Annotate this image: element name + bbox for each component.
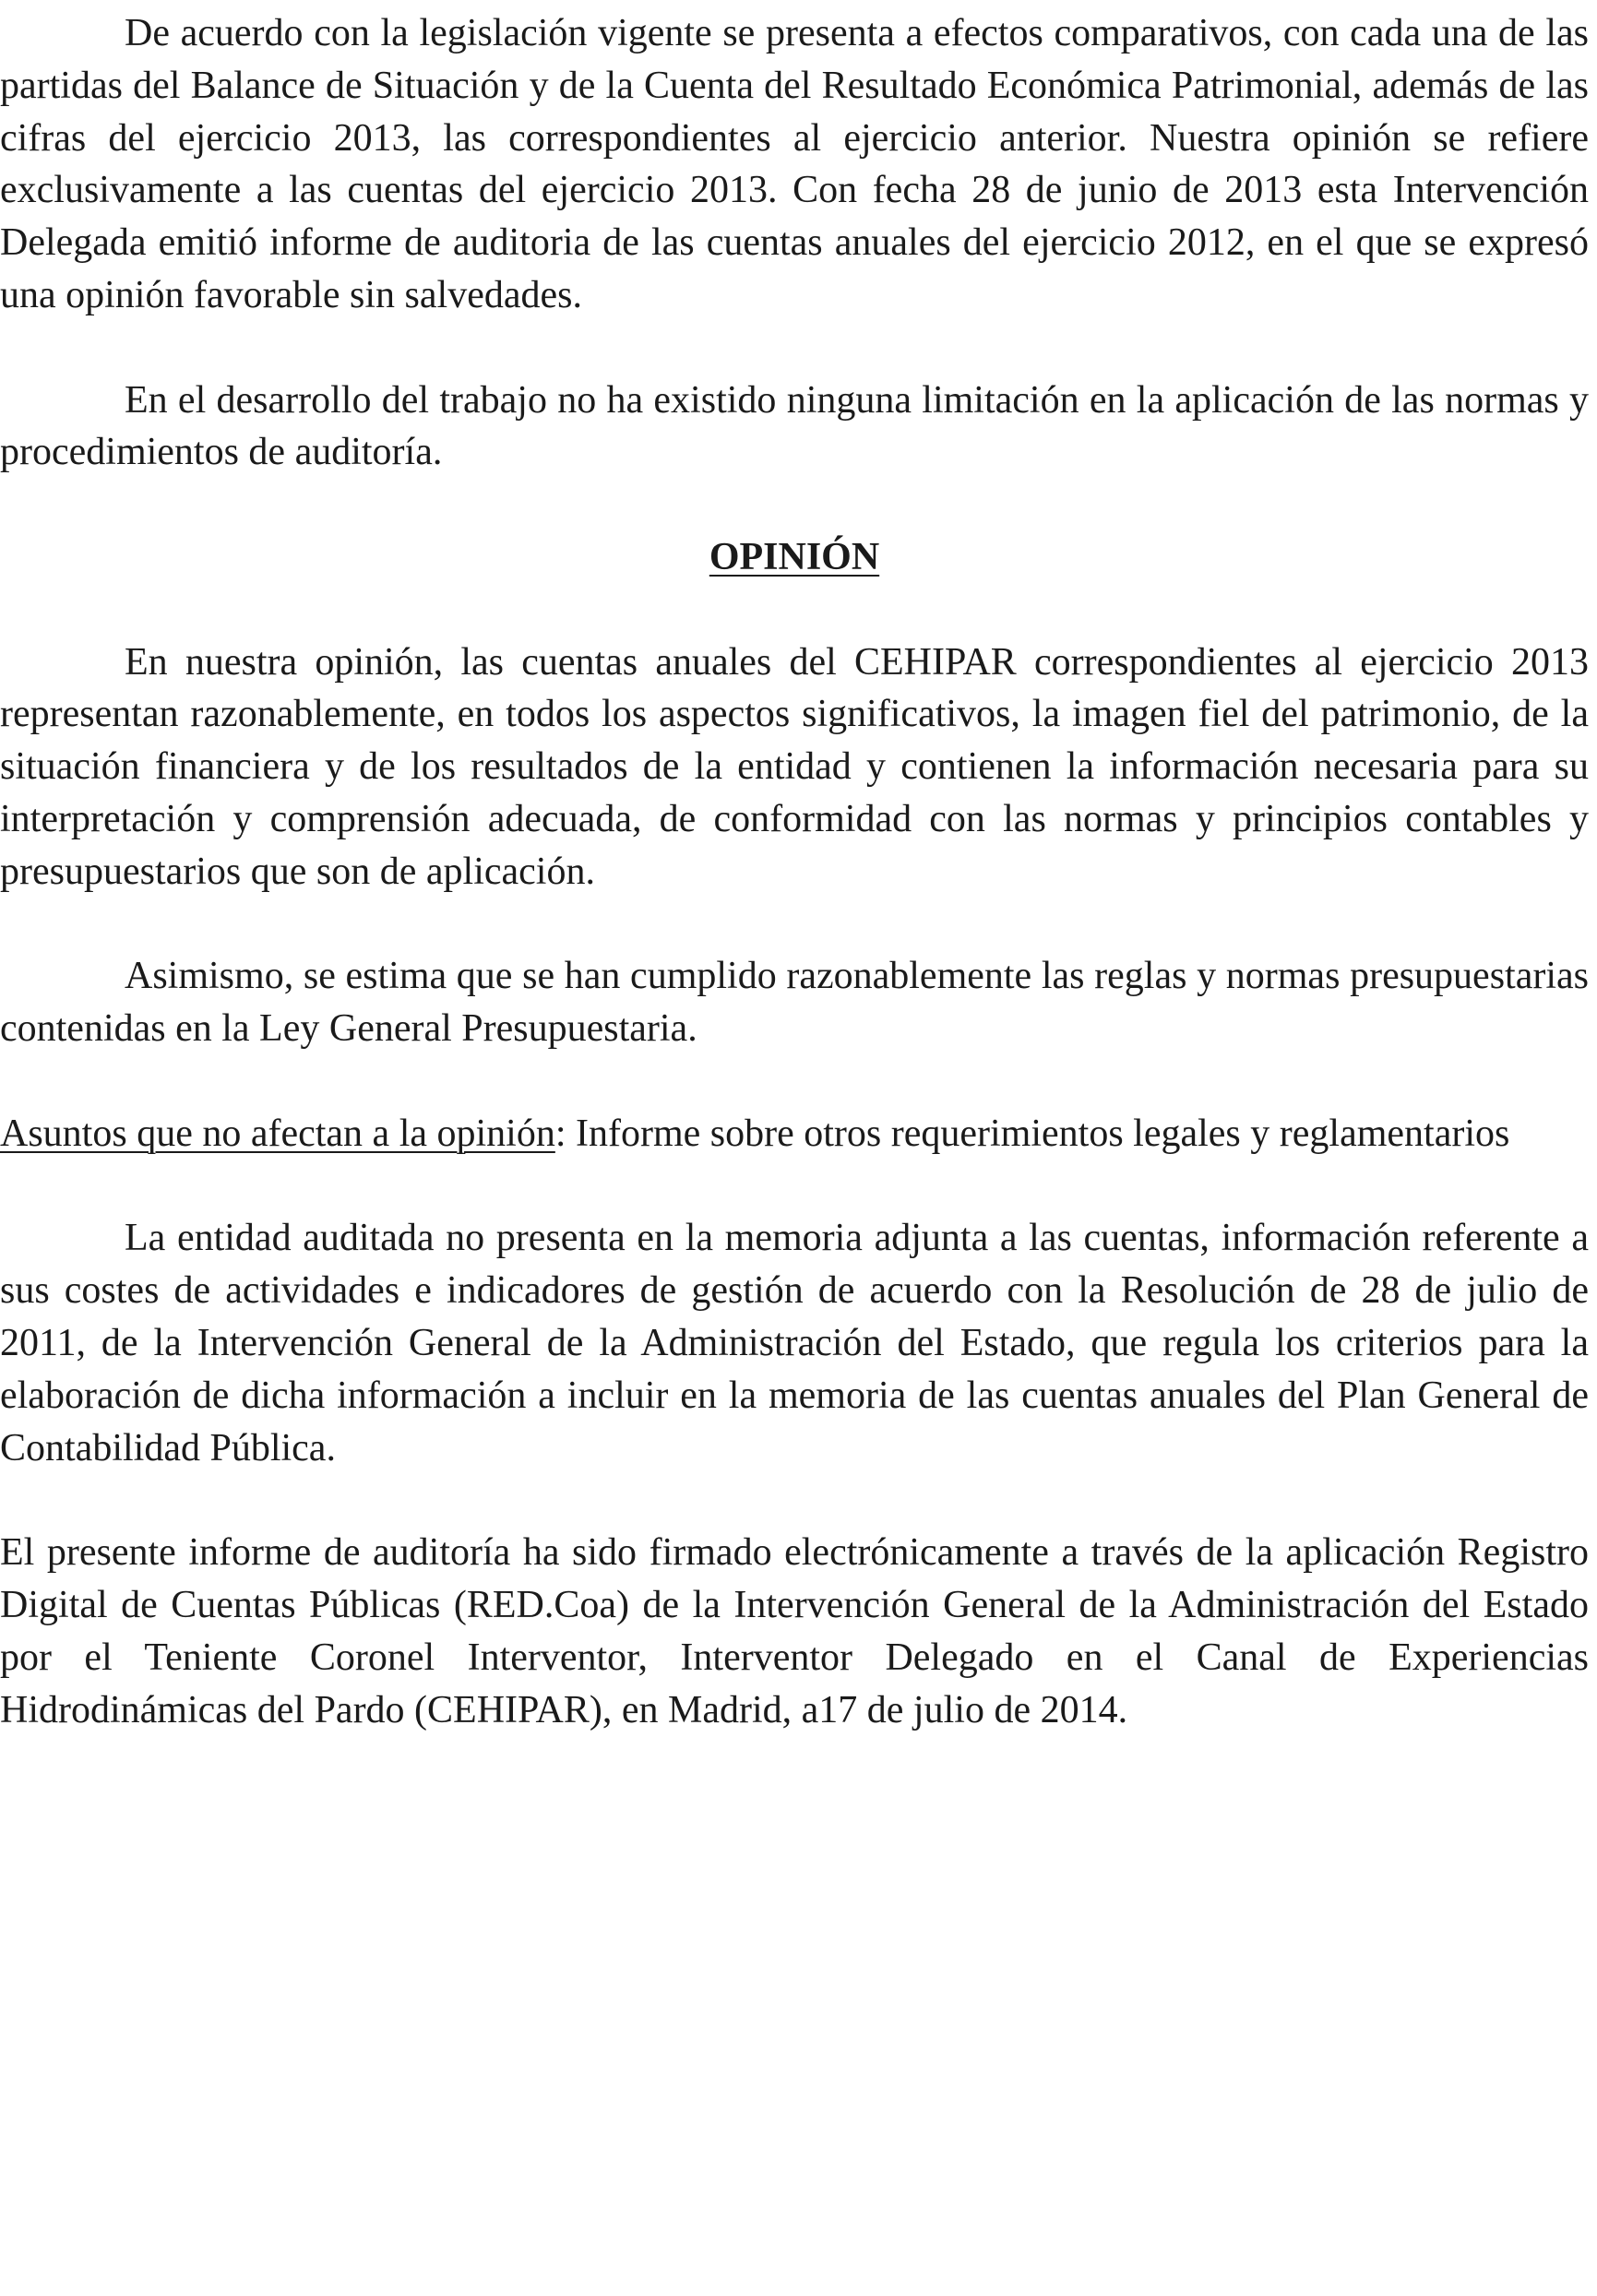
heading-opinion: OPINIÓN — [709, 535, 880, 578]
paragraph-other-matters — [0, 1108, 1589, 1160]
paragraph-opinion: En nuestra opinión, las cuentas anuales del CEHIPAR correspondientes al ejercicio 2013 representan razonablemente, en todos los aspectos significativos, la imagen fiel del patrimonio, de la situación financiera y de los resultados de la entidad y contienen la información necesaria para su interpretación y comprensión adecuada, de conformidad con las normas y principios contables y presupuestarios que son de aplicación. — [0, 640, 1589, 893]
paragraph-budget-compliance: Asimismo, se estima que se han cumplido razonablemente las reglas y normas presupuestarias contenidas en la Ley General Presupuestaria. — [0, 955, 1589, 1051]
other-matters-label: Asuntos que no afectan a la opinión — [0, 1112, 555, 1155]
paragraph-no-limitations: En el desarrollo del trabajo no ha existido ninguna limitación en la aplicación de las normas y procedimientos de auditoría. — [0, 378, 1589, 474]
other-matters-text: : Informe sobre otros requerimientos legales y reglamentarios — [554, 1112, 1510, 1155]
paragraph-comparative-figures: De acuerdo con la legislación vigente se presenta a efectos comparativos, con cada una de las partidas del Balance de Situación y de la Cuenta del Resultado Económica Patrimonial, además de las cifras del ejercicio 2013, las correspondientes al ejercicio anterior. Nuestra opinión se refiere exclusivamente a las cuentas del ejercicio 2013. Con fecha 28 de junio de 2013 esta Intervención Delegada emitió informe de auditoria de las cuentas anuales del ejercicio 2012, en el que se expresó una opinión favorable sin salvedades. — [0, 12, 1589, 316]
paragraph-cost-information: La entidad auditada no presenta en la memoria adjunta a las cuentas, información referente a sus costes de actividades e indicadores de gestión de acuerdo con la Resolución de 28 de julio de 2011, de la Intervención General de la Administración del Estado, que regula los criterios para la elaboración de dicha información a incluir en la memoria de las cuentas anuales del Plan General de Contabilidad Pública. — [0, 1217, 1589, 1469]
paragraph-electronic-signature: El presente informe de auditoría ha sido firmado electrónicamente a través de la aplicación Registro Digital de Cuentas Públicas (RED.Coa) de la Intervención General de la Administración del Estado por el Teniente Coronel Interventor, Interventor Delegado en el Canal de Experiencias Hidrodinámicas del Pardo (CEHIPAR), en Madrid, a17 de julio de 2014. — [0, 1531, 1589, 1731]
